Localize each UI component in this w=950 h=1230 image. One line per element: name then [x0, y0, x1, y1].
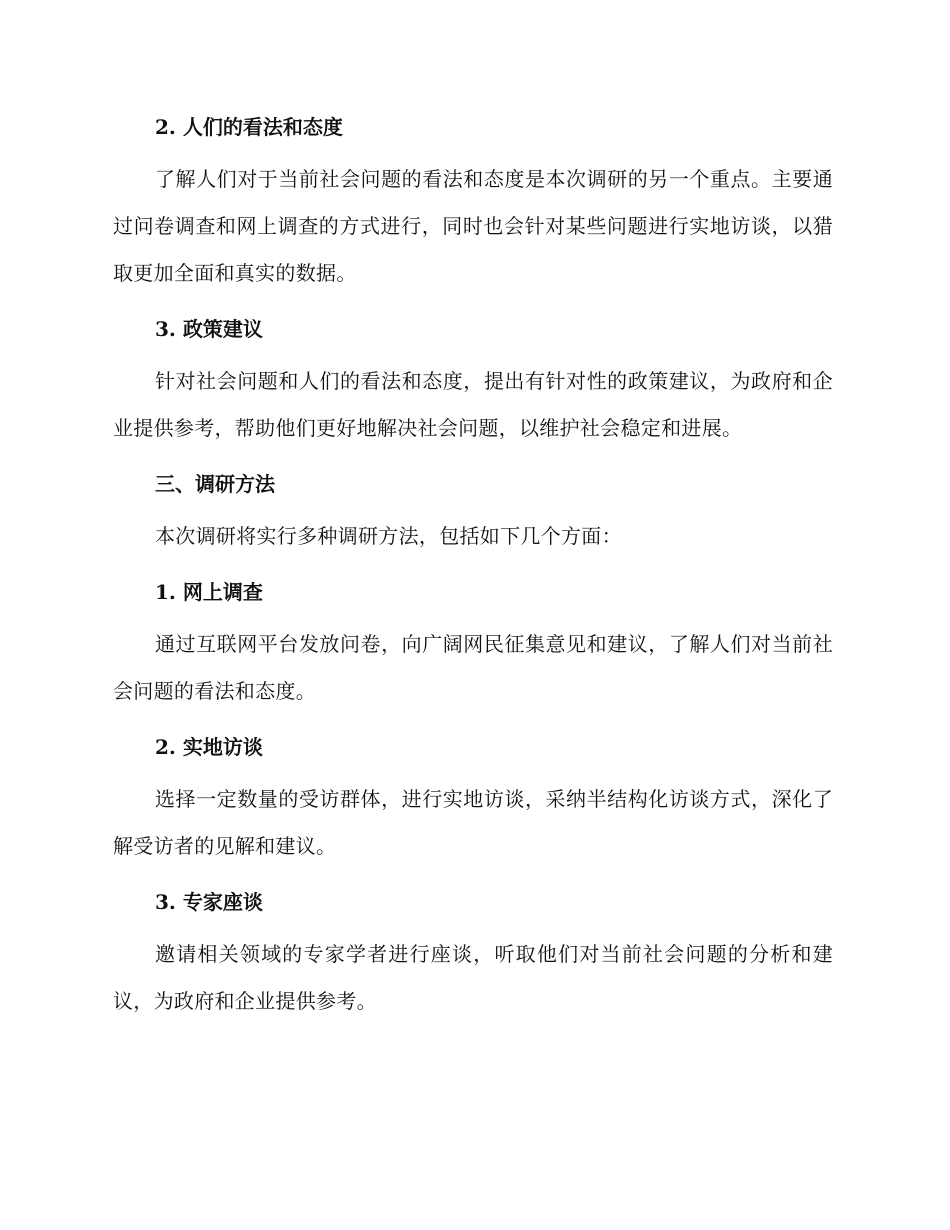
paragraph-opinions: 了解人们对于当前社会问题的看法和态度是本次调研的另一个重点。主要通过问卷调查和网上调查的方式进行，同时也会针对某些问题进行实地访谈，以猎取更加全面和真实的数据。: [113, 167, 833, 285]
paragraph-online-survey: 通过互联网平台发放问卷，向广阔网民征集意见和建议，了解人们对当前社会问题的看法和态度。: [113, 632, 833, 703]
section-heading-field-interview: 2. 实地访谈: [155, 735, 263, 759]
paragraph-methods-intro: 本次调研将实行多种调研方法，包括如下几个方面：: [155, 524, 622, 548]
section-heading-policy: 3. 政策建议: [155, 317, 263, 341]
paragraph-field-interview: 选择一定数量的受访群体，进行实地访谈，采纳半结构化访谈方式，深化了解受访者的见解和建议。: [113, 787, 833, 858]
document-body: [113, 110, 833, 1025]
section-heading-methods: 三、调研方法: [155, 472, 275, 496]
section-heading-opinions: 2. 人们的看法和态度: [155, 115, 343, 139]
paragraph-expert-panel: 邀请相关领域的专家学者进行座谈，听取他们对当前社会问题的分析和建议，为政府和企业提供参考。: [113, 942, 833, 1013]
section-heading-online-survey: 1. 网上调查: [155, 580, 263, 604]
paragraph-policy: 针对社会问题和人们的看法和态度，提出有针对性的政策建议，为政府和企业提供参考，帮助他们更好地解决社会问题，以维护社会稳定和进展。: [113, 369, 833, 440]
section-heading-expert-panel: 3. 专家座谈: [155, 890, 263, 914]
